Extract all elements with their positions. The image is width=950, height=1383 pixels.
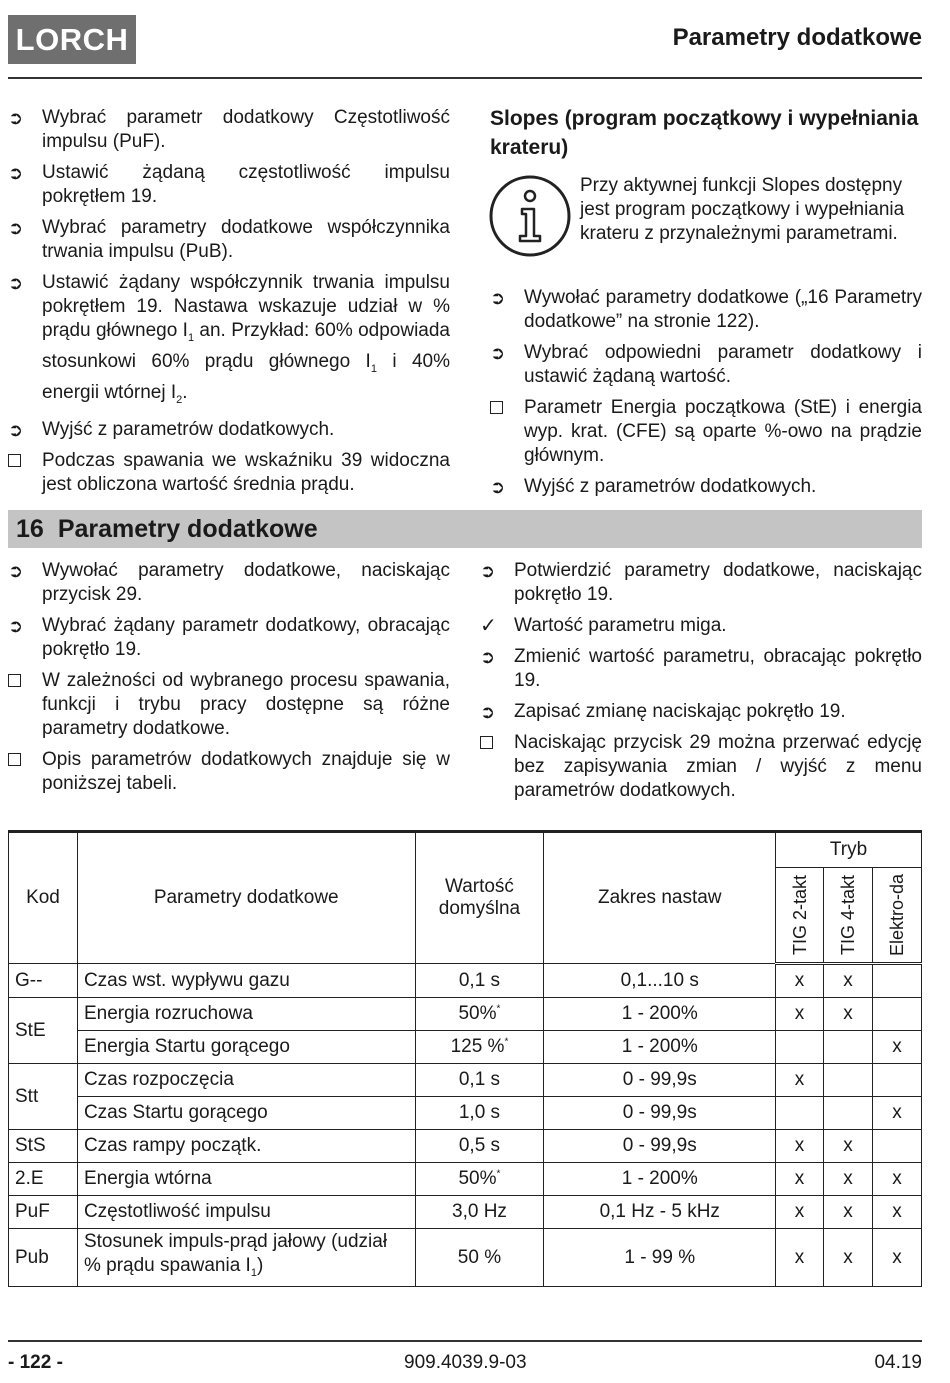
header-tig-4takt: TIG 4-takt: [824, 868, 873, 964]
list-item: [480, 731, 922, 803]
info-note: [490, 174, 922, 264]
list-item-text: Zapisać zmianę naciskając pokrętło 19.: [514, 701, 846, 722]
checkbox-icon: [490, 396, 516, 421]
list-item: [8, 418, 450, 442]
arrow-icon: ➲: [8, 420, 24, 441]
list-item: [490, 396, 922, 468]
checkbox-icon: [8, 669, 34, 694]
arrow-icon: ➲: [8, 616, 24, 636]
info-text: Przy aktywnej funkcji Slopes dostępny jest program początkowy i wypełniania krateru z przynależnymi parametrami.: [580, 175, 905, 244]
footer-rule: [8, 1340, 922, 1342]
table-row: Stt Czas rozpoczęcia 0,1 s 0 - 99,9s x: [9, 1064, 922, 1097]
list-item-text: Wartość parametru miga.: [514, 615, 727, 636]
table-row: Czas Startu gorącego 1,0 s 0 - 99,9s x: [9, 1097, 922, 1130]
header-electrode: Elektro-da: [872, 868, 921, 964]
list-item-text: Wywołać parametry dodatkowe, naciskając przycisk 29.: [42, 560, 450, 605]
list-item-text: Parametr Energia początkowa (StE) i energia wyp. krat. (CFE) są oparte %-owo na prądzie głównym.: [524, 397, 922, 466]
info-icon: [488, 174, 574, 260]
checkbox-icon: [480, 731, 506, 756]
list-item: [8, 614, 450, 662]
list-item: [8, 748, 450, 796]
list-item-text: W zależności od wybranego procesu spawania, funkcji i trybu pracy dostępne są różne parametry dodatkowe.: [42, 670, 450, 739]
table-row: G-- Czas wst. wypływu gazu 0,1 s 0,1...10 s x x: [9, 964, 922, 998]
list-item-text: Wybrać parametr dodatkowy Częstotliwość impulsu (PuF).: [42, 107, 450, 152]
header-rule: [8, 77, 922, 79]
section-heading: [8, 510, 922, 548]
list-item-text: Naciskając przycisk 29 można przerwać edycję bez zapisywania zmian / wyjść z menu parametrów dodatkowych.: [514, 732, 922, 801]
left-mid-column: [8, 559, 450, 803]
list-item: [490, 475, 922, 499]
list-item: [8, 271, 450, 411]
list-item-text: Wyjść z parametrów dodatkowych.: [42, 419, 335, 441]
list-item: [8, 669, 450, 741]
arrow-icon: ➲: [490, 288, 506, 308]
arrow-icon: ➲: [490, 343, 506, 363]
table-row: Energia Startu gorącego 125 %* 1 - 200% x: [9, 1031, 922, 1064]
header-parameter: Parametry dodatkowe: [77, 832, 415, 964]
arrow-icon: ➲: [8, 273, 24, 293]
document-date: 04.19: [874, 1352, 922, 1373]
list-item: [480, 645, 922, 693]
checkmark-icon: ✓: [480, 615, 497, 637]
header-default-value: Wartość domyślna: [415, 832, 544, 964]
list-item: [8, 449, 450, 497]
list-item-text: Wybrać żądany parametr dodatkowy, obracając pokrętło 19.: [42, 615, 450, 660]
section-title: Parametry dodatkowe: [57, 515, 318, 543]
table-row: StS Czas rampy początk. 0,5 s 0 - 99,9s x x: [9, 1130, 922, 1163]
list-item: [490, 286, 922, 334]
header-tig-2takt: TIG 2-takt: [776, 868, 824, 964]
header-range: Zakres nastaw: [544, 832, 776, 964]
list-item: [480, 700, 922, 724]
list-item-text: Zmienić wartość parametru, obracając pokrętło 19.: [514, 646, 922, 691]
table-row: Pub Stosunek impuls-prąd jałowy (udział % prądu spawania $I_1$) 50 % 1 - 99 % x x x: [9, 1229, 922, 1287]
arrow-icon: ➲: [8, 108, 24, 128]
list-item-text: Ustawić żądany współczynnik trwania impulsu pokrętłem 19. Nastawa wskazuje udział w % prądu głównego $I_1$ an. Przykład: 60% odpowiada stosunkowi 60% prądu głównego $I_1$ i 40% energii wtórnej $I_2$.: [42, 272, 450, 406]
list-item-text: Potwierdzić parametry dodatkowe, naciskając pokrętło 19.: [514, 560, 922, 605]
table-row: StE Energia rozruchowa 50%* 1 - 200% x x: [9, 998, 922, 1031]
table-row: 2.E Energia wtórna 50%* 1 - 200% x x x: [9, 1163, 922, 1196]
slopes-section: [490, 104, 922, 506]
page-number: - 122 -: [8, 1352, 63, 1373]
checkbox-icon: [8, 748, 34, 773]
arrow-icon: ➲: [490, 477, 506, 497]
list-item-text: Podczas spawania we wskaźniku 39 widoczna jest obliczona wartość średnia prądu.: [42, 450, 450, 496]
parameters-table: [8, 830, 922, 1287]
list-item: [480, 614, 922, 638]
arrow-icon: ➲: [8, 561, 24, 581]
table-row: PuF Częstotliwość impulsu 3,0 Hz 0,1 Hz - 5 kHz x x x: [9, 1196, 922, 1229]
section-number: 16: [16, 515, 44, 543]
right-mid-column: [480, 559, 922, 810]
arrow-icon: ➲: [8, 218, 24, 238]
list-item: [8, 216, 450, 264]
header-kod: Kod: [9, 832, 78, 964]
list-item-text: Opis parametrów dodatkowych znajduje się w poniższej tabeli.: [42, 749, 450, 794]
list-item-text: Wybrać parametry dodatkowe współczynnika trwania impulsu (PuB).: [42, 217, 450, 262]
list-item: [480, 559, 922, 607]
left-top-column: [8, 106, 450, 504]
list-item-text: Wybrać odpowiedni parametr dodatkowy i ustawić żądaną wartość.: [524, 342, 922, 387]
checkbox-icon: [8, 449, 34, 474]
list-item: [490, 341, 922, 389]
list-item-text: Ustawić żądaną częstotliwość impulsu pokrętłem 19.: [42, 162, 450, 207]
slopes-heading: Slopes (program początkowy i wypełniania krateru): [490, 107, 919, 159]
document-number: 909.4039.9-03: [404, 1352, 527, 1373]
page-header-title: Parametry dodatkowe: [672, 24, 922, 51]
list-item: [8, 559, 450, 607]
list-item-text: Wyjść z parametrów dodatkowych.: [524, 476, 817, 497]
arrow-icon: ➲: [480, 561, 496, 581]
arrow-icon: ➲: [480, 702, 496, 722]
list-item: [8, 161, 450, 209]
arrow-icon: ➲: [8, 163, 24, 183]
arrow-icon: ➲: [480, 647, 496, 667]
list-item: [8, 106, 450, 154]
header-mode: Tryb: [776, 832, 922, 868]
list-item-text: Wywołać parametry dodatkowe („16 Parametry dodatkowe” na stronie 122).: [524, 287, 922, 332]
brand-logo: LORCH: [8, 15, 136, 64]
